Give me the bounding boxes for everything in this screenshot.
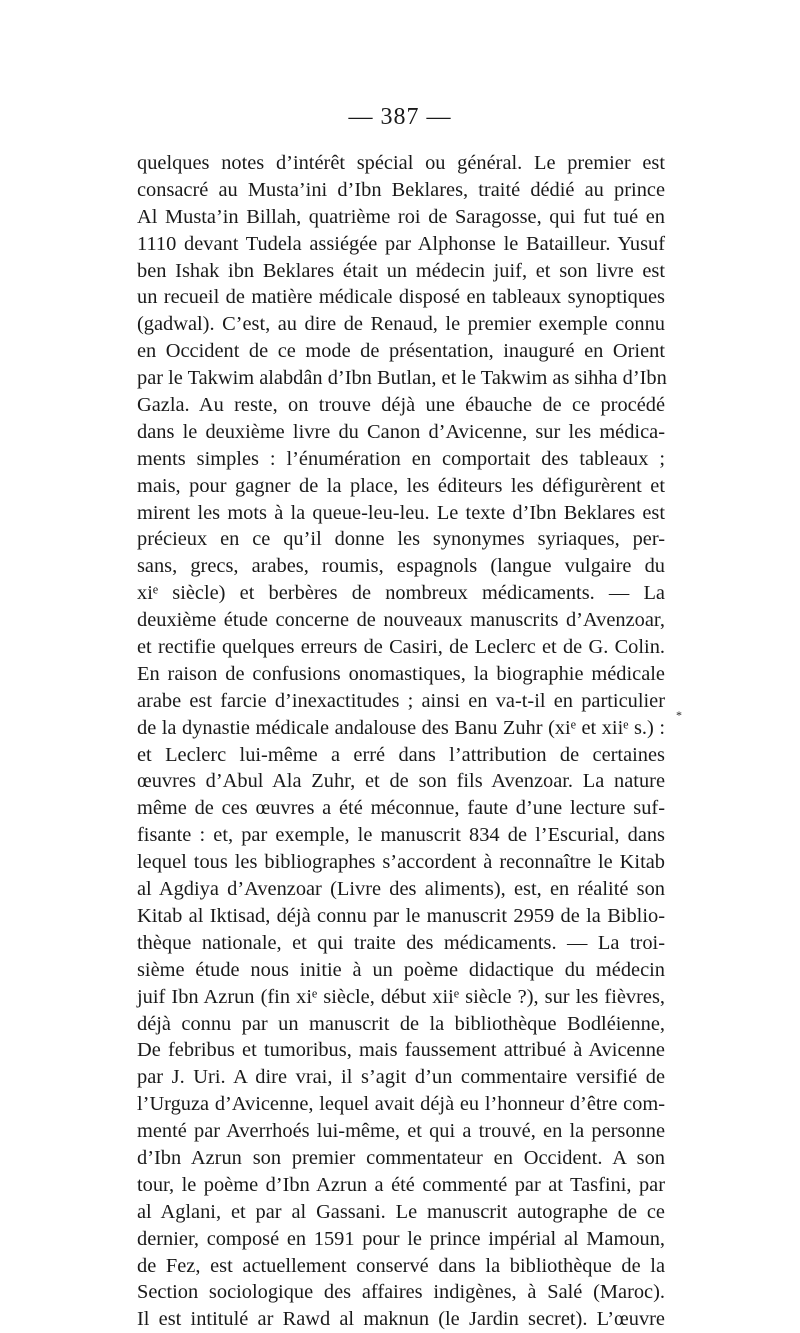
text-line: consacré au Musta’ini d’Ibn Beklares, traité dédié au prince — [137, 178, 665, 201]
text-line: mirent les mots à la queue-leu-leu. Le texte d’Ibn Beklares est — [137, 501, 665, 524]
text-line: (gadwal). C’est, au dire de Renaud, le premier exemple connu — [137, 313, 665, 336]
text-line: menté par Averrhoés lui-même, et qui a trouvé, en la personne — [137, 1120, 665, 1143]
text-line: Gazla. Au reste, on trouve déjà une ébauche de ce procédé — [137, 394, 665, 417]
text-line: et rectifie quelques erreurs de Casiri, de Leclerc et de G. Colin. — [137, 636, 665, 659]
page-number: — 387 — — [348, 104, 452, 130]
text-line: par le Takwim alabdân d’Ibn Butlan, et le Takwim as sihha d’Ibn — [137, 367, 667, 390]
text-line: dernier, composé en 1591 pour le prince impérial al Mamoun, — [137, 1227, 665, 1250]
text-line: par J. Uri. A dire vrai, il s’agit d’un commentaire versifié de — [137, 1066, 665, 1089]
text-line: même de ces œuvres a été méconnue, faute d’une lecture suf- — [137, 797, 665, 820]
text-line: mais, pour gagner de la place, les éditeurs les défigurèrent et — [137, 474, 665, 497]
text-line: ben Ishak ibn Beklares était un médecin juif, et son livre est — [137, 259, 665, 282]
text-line: juif Ibn Azrun (fin xiᵉ siècle, début xiiᵉ siècle ?), sur les fièvres, — [137, 985, 665, 1008]
text-line: lequel tous les bibliographes s’accordent à reconnaître le Kitab — [137, 851, 665, 874]
text-line: sans, grecs, arabes, roumis, espagnols (langue vulgaire du — [137, 555, 665, 578]
margin-mark: * — [676, 708, 682, 722]
text-line: xiᵉ siècle) et berbères de nombreux médicaments. — La — [137, 582, 665, 605]
text-line: En raison de confusions onomastiques, la biographie médicale — [137, 662, 665, 685]
text-line: un recueil de matière médicale disposé en tableaux synoptiques — [137, 286, 665, 309]
text-line: Al Musta’in Billah, quatrième roi de Saragosse, qui fut tué en — [137, 205, 665, 228]
text-line: arabe est farcie d’inexactitudes ; ainsi en va-t-il en particulier — [137, 689, 665, 712]
text-line: al Aglani, et par al Gassani. Le manuscrit autographe de ce — [137, 1200, 665, 1223]
text-line: fisante : et, par exemple, le manuscrit 834 de l’Escurial, dans — [137, 824, 665, 847]
text-line: ments simples : l’énumération en comportait des tableaux ; — [137, 447, 665, 470]
text-line: De febribus et tumoribus, mais faussement attribué à Avicenne — [137, 1039, 665, 1062]
text-line: déjà connu par un manuscrit de la bibliothèque Bodléienne, — [137, 1012, 665, 1035]
text-line: dans le deuxième livre du Canon d’Avicenne, sur les médica- — [137, 420, 665, 443]
text-line: en Occident de ce mode de présentation, inauguré en Orient — [137, 340, 665, 363]
text-line: l’Urguza d’Avicenne, lequel avait déjà eu l’honneur d’être com- — [137, 1093, 665, 1116]
text-line: précieux en ce qu’il donne les synonymes syriaques, per- — [137, 528, 665, 551]
text-line: sième étude nous initie à un poème didactique du médecin — [137, 958, 665, 981]
text-line: Il est intitulé ar Rawd al maknun (le Jardin secret). L’œuvre — [137, 1308, 665, 1331]
text-line: de Fez, est actuellement conservé dans la bibliothèque de la — [137, 1254, 665, 1277]
text-line: d’Ibn Azrun son premier commentateur en Occident. A son — [137, 1146, 665, 1169]
text-line: deuxième étude concerne de nouveaux manuscrits d’Avenzoar, — [137, 609, 665, 632]
text-line: et Leclerc lui-même a erré dans l’attribution de certaines — [137, 743, 665, 766]
text-line: quelques notes d’intérêt spécial ou général. Le premier est — [137, 152, 665, 174]
text-line: al Agdiya d’Avenzoar (Livre des aliments), est, en réalité son — [137, 878, 665, 901]
body-text — [137, 150, 665, 1333]
text-line: œuvres d’Abul Ala Zuhr, et de son fils Avenzoar. La nature — [137, 770, 665, 793]
text-line: Kitab al Iktisad, déjà connu par le manuscrit 2959 de la Biblio- — [137, 904, 665, 927]
text-line: Section sociologique des affaires indigènes, à Salé (Maroc). — [137, 1281, 665, 1304]
text-line: thèque nationale, et qui traite des médicaments. — La troi- — [137, 931, 665, 954]
text-line: de la dynastie médicale andalouse des Banu Zuhr (xiᵉ et xiiᵉ s.) : — [137, 716, 665, 739]
text-line: 1110 devant Tudela assiégée par Alphonse le Batailleur. Yusuf — [137, 232, 665, 255]
text-line: tour, le poème d’Ibn Azrun a été commenté par at Tasfini, par — [137, 1173, 665, 1196]
